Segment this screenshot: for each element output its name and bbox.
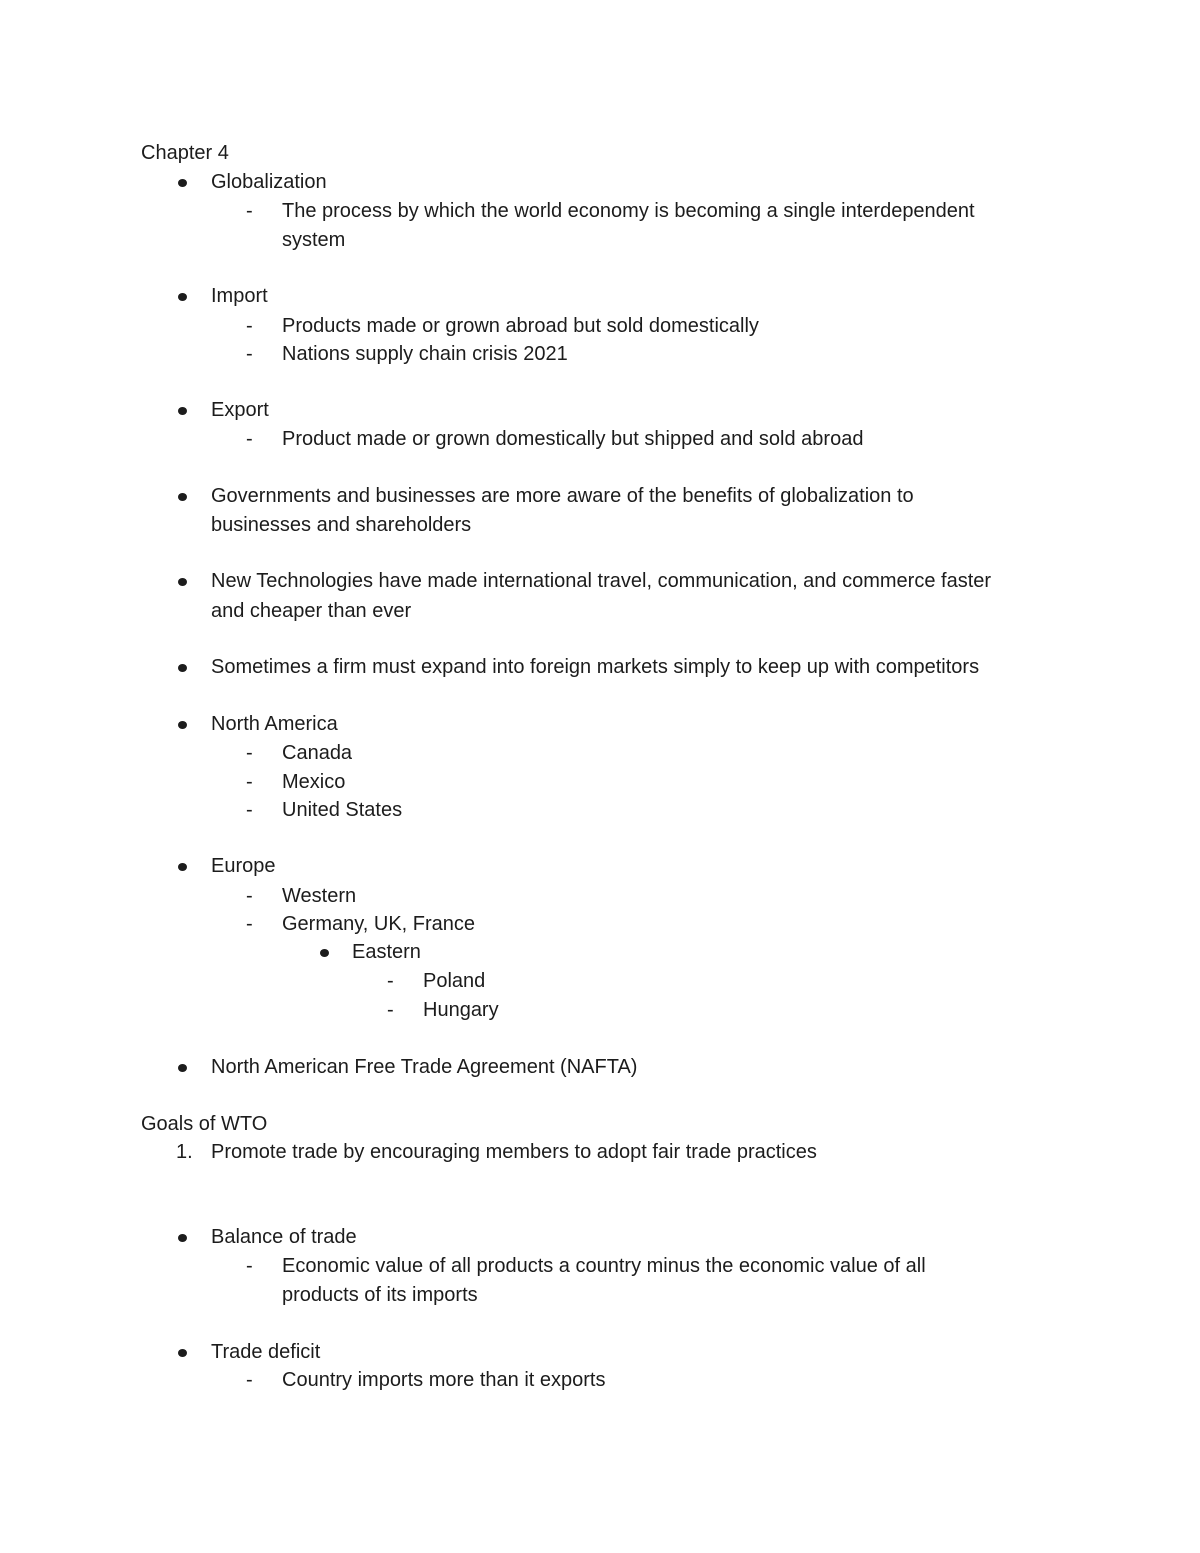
list-item-foreign-markets: Sometimes a firm must expand into foreign markets simply to keep up with competitors xyxy=(211,656,980,678)
sub-item-text-cont: system xyxy=(282,229,346,251)
sub-item-text: Mexico xyxy=(282,771,346,793)
bullet-icon xyxy=(178,493,187,501)
sub-item-text: Canada xyxy=(282,742,353,764)
bullet-icon xyxy=(178,1234,187,1242)
dash-icon: - xyxy=(246,799,253,821)
dash-icon: - xyxy=(246,885,253,907)
dash-icon: - xyxy=(246,742,253,764)
sub-item-text: Nations supply chain crisis 2021 xyxy=(282,343,568,365)
dash-icon: - xyxy=(246,771,253,793)
sub-item-text: Country imports more than it exports xyxy=(282,1369,606,1391)
list-item-new-technologies-cont: and cheaper than ever xyxy=(211,600,412,622)
dash-icon: - xyxy=(246,343,253,365)
list-item-trade-deficit: Trade deficit xyxy=(211,1341,321,1363)
sub-item-text: Germany, UK, France xyxy=(282,913,476,935)
sub-item-text: United States xyxy=(282,799,403,821)
nested-sub-item-text: Poland xyxy=(423,970,486,992)
list-item-europe: Europe xyxy=(211,855,276,877)
bullet-icon xyxy=(178,293,187,301)
bullet-icon xyxy=(178,179,187,187)
bullet-icon xyxy=(320,949,329,957)
dash-icon: - xyxy=(387,999,394,1021)
bullet-icon xyxy=(178,721,187,729)
list-item-nafta: North American Free Trade Agreement (NAFTA) xyxy=(211,1056,638,1078)
list-item-balance-of-trade: Balance of trade xyxy=(211,1226,357,1248)
sub-item-text: Products made or grown abroad but sold domestically xyxy=(282,315,759,337)
chapter-heading: Chapter 4 xyxy=(141,142,229,164)
list-item-new-technologies: New Technologies have made international travel, communication, and commerce faster xyxy=(211,570,992,592)
list-item-export: Export xyxy=(211,399,269,421)
dash-icon: - xyxy=(387,970,394,992)
dash-icon: - xyxy=(246,428,253,450)
goals-heading: Goals of WTO xyxy=(141,1113,268,1135)
sub-item-text: Economic value of all products a country minus the economic value of all xyxy=(282,1255,926,1277)
bullet-icon xyxy=(178,1349,187,1357)
sub-item-text-cont: products of its imports xyxy=(282,1284,478,1306)
dash-icon: - xyxy=(246,913,253,935)
sub-item-text: Product made or grown domestically but shipped and sold abroad xyxy=(282,428,864,450)
sub-item-text: Western xyxy=(282,885,357,907)
dash-icon: - xyxy=(246,1369,253,1391)
bullet-icon xyxy=(178,664,187,672)
list-number: 1. xyxy=(176,1141,193,1163)
bullet-icon xyxy=(178,863,187,871)
sub-item-text: The process by which the world economy is becoming a single interdependent xyxy=(282,200,975,222)
list-item-north-america: North America xyxy=(211,713,338,735)
list-item-governments-cont: businesses and shareholders xyxy=(211,514,472,536)
list-item-governments: Governments and businesses are more aware of the benefits of globalization to xyxy=(211,485,914,507)
bullet-icon xyxy=(178,578,187,586)
nested-item-eastern: Eastern xyxy=(352,941,421,963)
nested-sub-item-text: Hungary xyxy=(423,999,499,1021)
dash-icon: - xyxy=(246,1255,253,1277)
dash-icon: - xyxy=(246,315,253,337)
list-item-import: Import xyxy=(211,285,268,307)
bullet-icon xyxy=(178,1064,187,1072)
bullet-icon xyxy=(178,407,187,415)
list-item-globalization: Globalization xyxy=(211,171,327,193)
numbered-item-text: Promote trade by encouraging members to adopt fair trade practices xyxy=(211,1141,817,1163)
dash-icon: - xyxy=(246,200,253,222)
